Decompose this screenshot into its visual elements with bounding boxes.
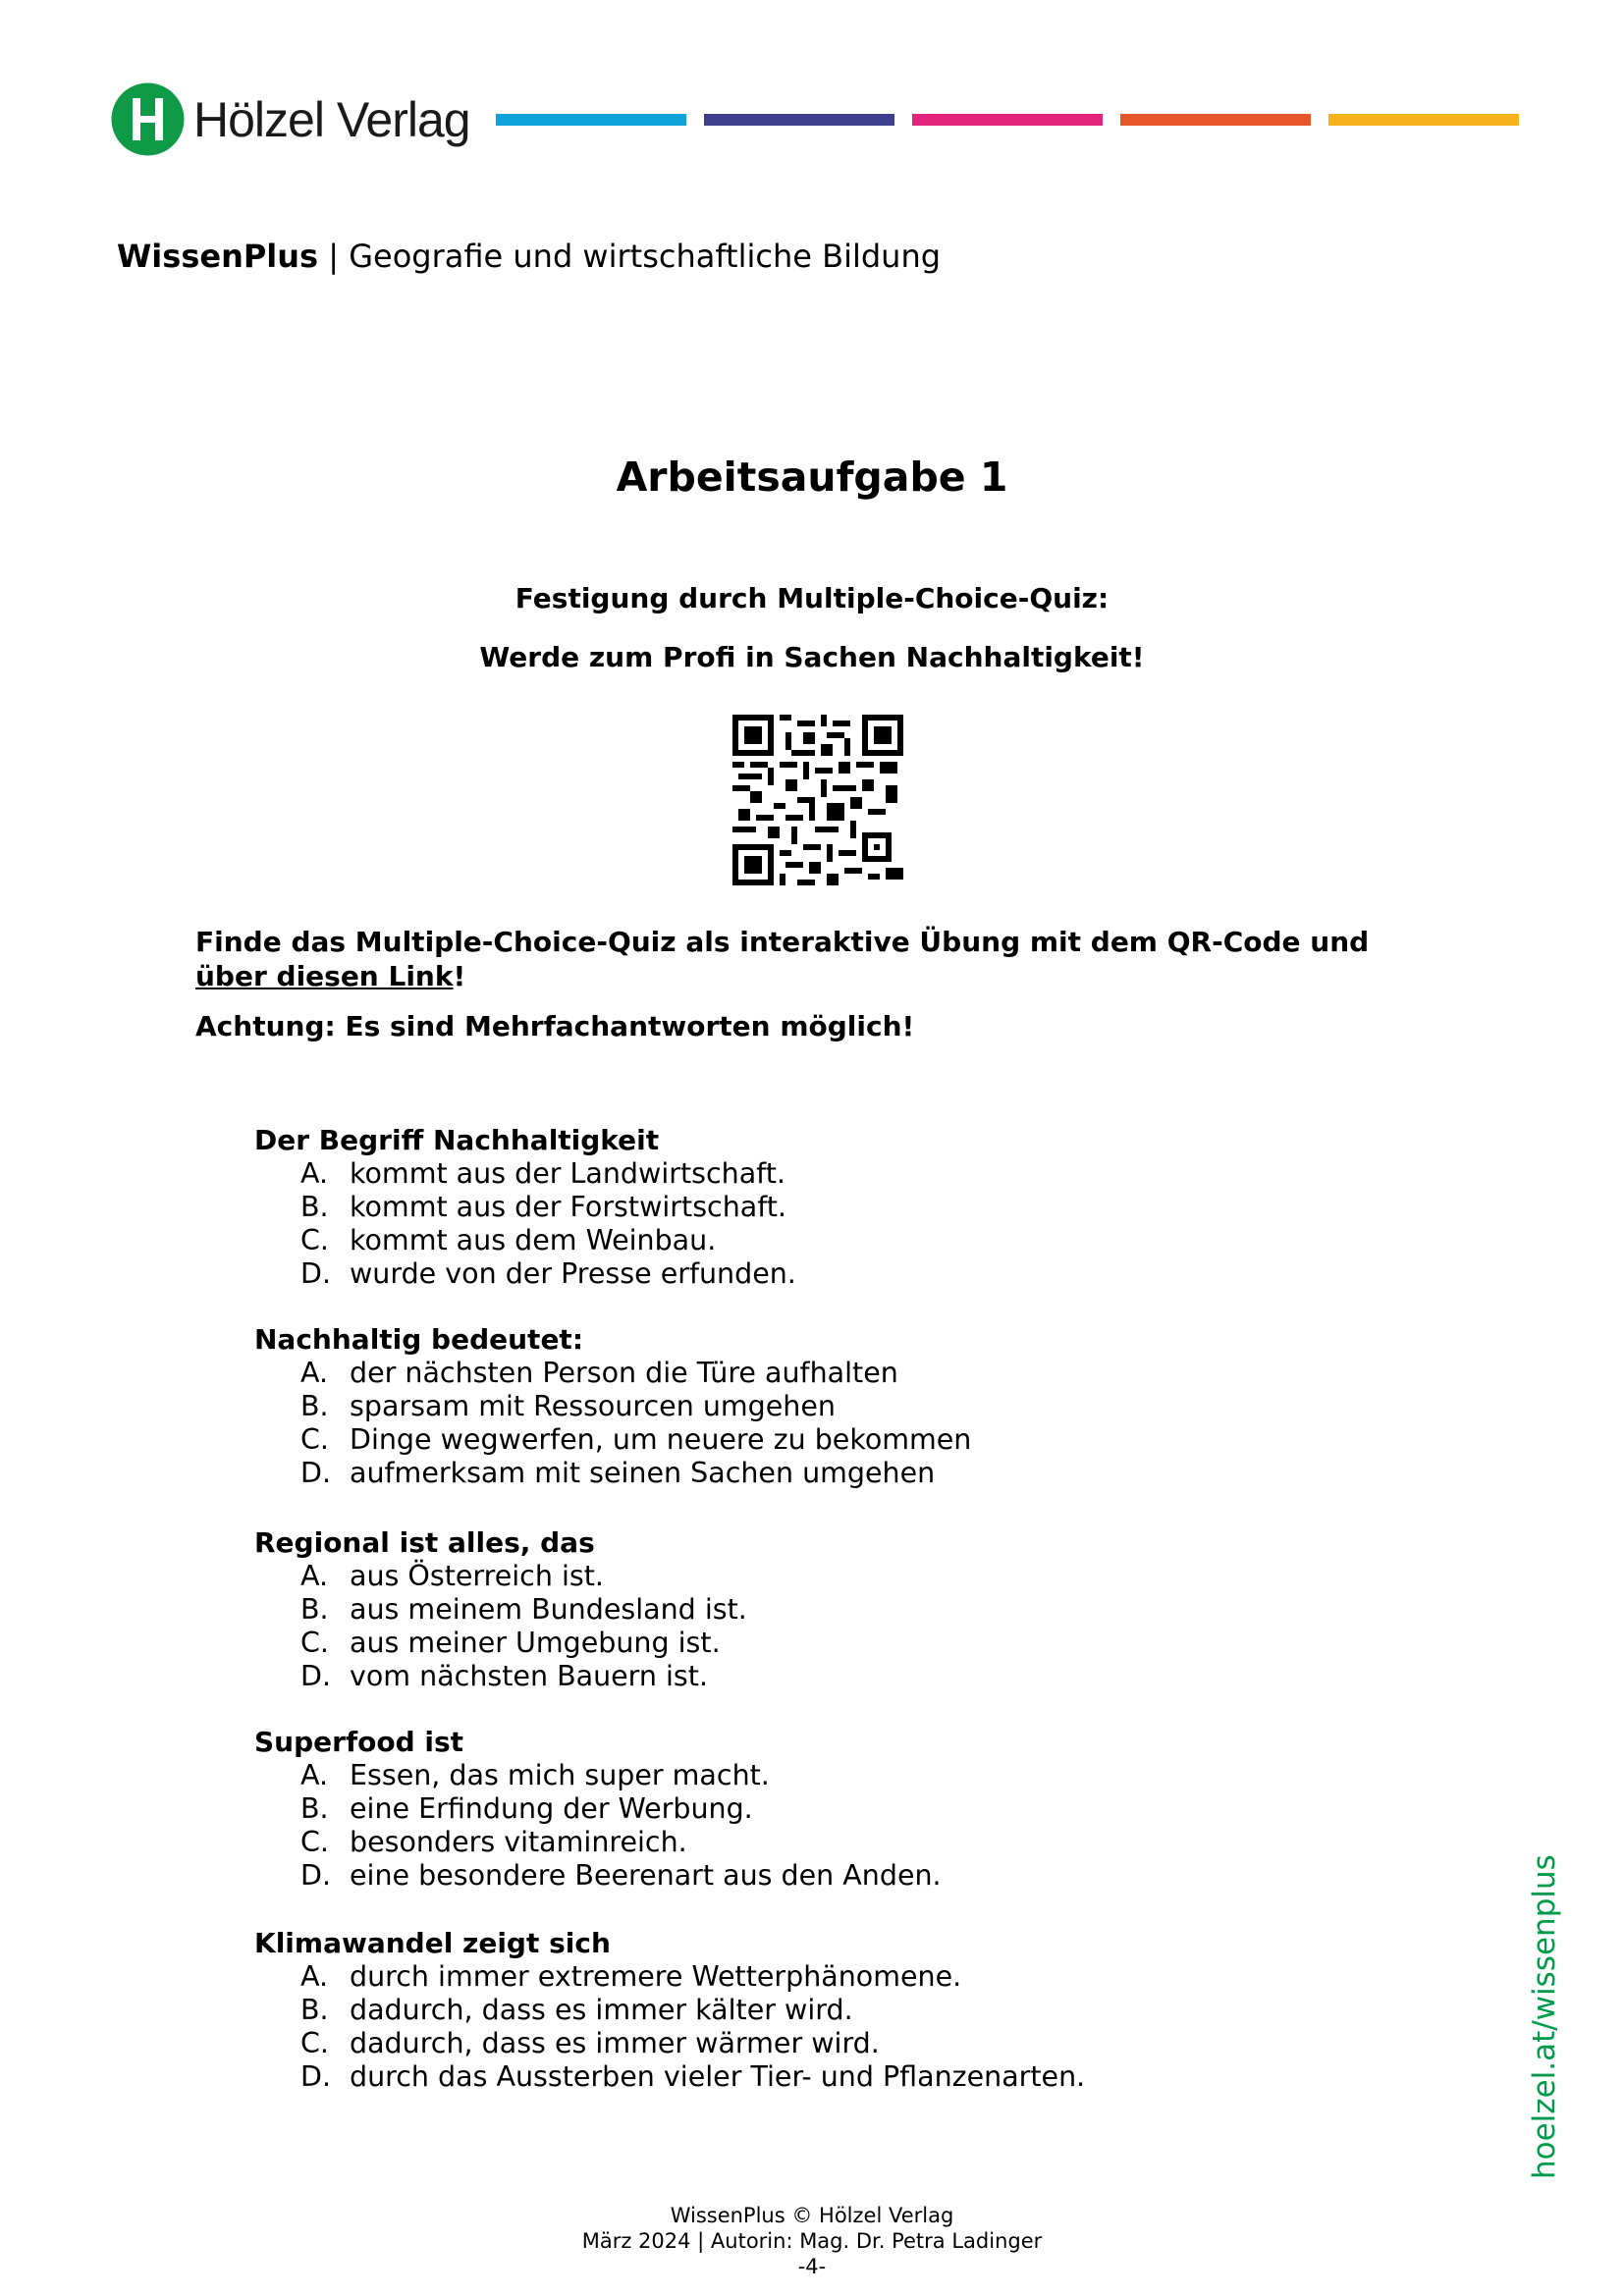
answer-option: C. Dinge wegwerfen, um neuere zu bekommen xyxy=(300,1423,972,1456)
footer-copyright: WissenPlus © Hölzel Verlag xyxy=(670,2204,954,2227)
answer-option: A. kommt aus der Landwirtschaft. xyxy=(300,1157,785,1190)
footer-author: März 2024 | Autorin: Mag. Dr. Petra Ladinger xyxy=(581,2229,1043,2253)
color-stripe-4 xyxy=(1120,114,1311,126)
header-separator: | xyxy=(318,238,350,275)
footer xyxy=(0,2203,1624,2279)
header-line xyxy=(117,238,941,275)
instructions xyxy=(195,925,1369,993)
answer-option: C. dadurch, dass es immer wärmer wird. xyxy=(300,2027,880,2059)
question-block-4 xyxy=(254,1726,1433,1893)
question-heading: Der Begriff Nachhaltigkeit xyxy=(254,1124,660,1156)
side-url: hoelzel.at/wissenplus xyxy=(1527,1854,1562,2179)
answer-option: D. wurde von der Presse erfunden. xyxy=(300,1257,796,1290)
subtitle-2: Werde zum Profi in Sachen Nachhaltigkeit! xyxy=(479,641,1145,673)
question-block-3 xyxy=(254,1526,1433,1693)
instructions-line: Finde das Multiple-Choice-Quiz als interaktive Übung mit dem QR-Code und xyxy=(195,926,1370,958)
answer-option: B. eine Erfindung der Werbung. xyxy=(300,1792,753,1825)
page-number: -4- xyxy=(797,2255,827,2278)
question-heading: Superfood ist xyxy=(254,1726,464,1758)
product-name: WissenPlus xyxy=(117,238,319,275)
answer-option: A. Essen, das mich super macht. xyxy=(300,1759,770,1791)
answer-option: C. aus meiner Umgebung ist. xyxy=(300,1627,721,1659)
answer-option: B. kommt aus der Forstwirtschaft. xyxy=(300,1191,787,1223)
question-heading: Nachhaltig bedeutet: xyxy=(254,1323,584,1356)
answer-option: A. der nächsten Person die Türe aufhalten xyxy=(300,1357,898,1389)
answer-option: A. aus Österreich ist. xyxy=(300,1560,604,1592)
question-heading: Regional ist alles, das xyxy=(254,1526,595,1559)
color-stripe-2 xyxy=(704,114,894,126)
hoelzel-h-icon xyxy=(111,82,185,156)
quiz-link[interactable]: über diesen Link xyxy=(195,960,454,992)
answer-option: D. aufmerksam mit seinen Sachen umgehen xyxy=(300,1457,936,1489)
answer-option: D. eine besondere Beerenart aus den Anden. xyxy=(300,1859,942,1892)
question-block-1 xyxy=(254,1124,1433,1291)
warning-text: Achtung: Es sind Mehrfachantworten möglich! xyxy=(195,1010,915,1042)
page-title: Arbeitsaufgabe 1 xyxy=(616,454,1008,501)
answer-option: C. besonders vitaminreich. xyxy=(300,1826,687,1858)
answer-option: B. aus meinem Bundesland ist. xyxy=(300,1593,747,1626)
answer-option: B. sparsam mit Ressourcen umgehen xyxy=(300,1390,836,1422)
publisher-logo xyxy=(111,82,470,156)
question-block-5 xyxy=(254,1927,1433,2094)
subtitle-1: Festigung durch Multiple-Choice-Quiz: xyxy=(514,582,1110,614)
logo-text: Hölzel Verlag xyxy=(193,91,470,147)
answer-option: A. durch immer extremere Wetterphänomene. xyxy=(300,1960,962,1993)
subject-name: Geografie und wirtschaftliche Bildung xyxy=(349,238,942,275)
color-stripe-3 xyxy=(912,114,1103,126)
question-block-2 xyxy=(254,1323,1433,1490)
question-heading: Klimawandel zeigt sich xyxy=(254,1927,611,1959)
link-suffix: ! xyxy=(453,960,466,992)
answer-option: D. durch das Aussterben vieler Tier- und Pflanzenarten. xyxy=(300,2060,1086,2093)
answer-option: B. dadurch, dass es immer kälter wird. xyxy=(300,1994,853,2026)
answer-option: C. kommt aus dem Weinbau. xyxy=(300,1224,717,1256)
color-stripe-5 xyxy=(1328,114,1519,126)
answer-option: D. vom nächsten Bauern ist. xyxy=(300,1660,709,1692)
color-stripe-1 xyxy=(496,114,686,126)
qr-code-icon[interactable] xyxy=(732,715,903,885)
